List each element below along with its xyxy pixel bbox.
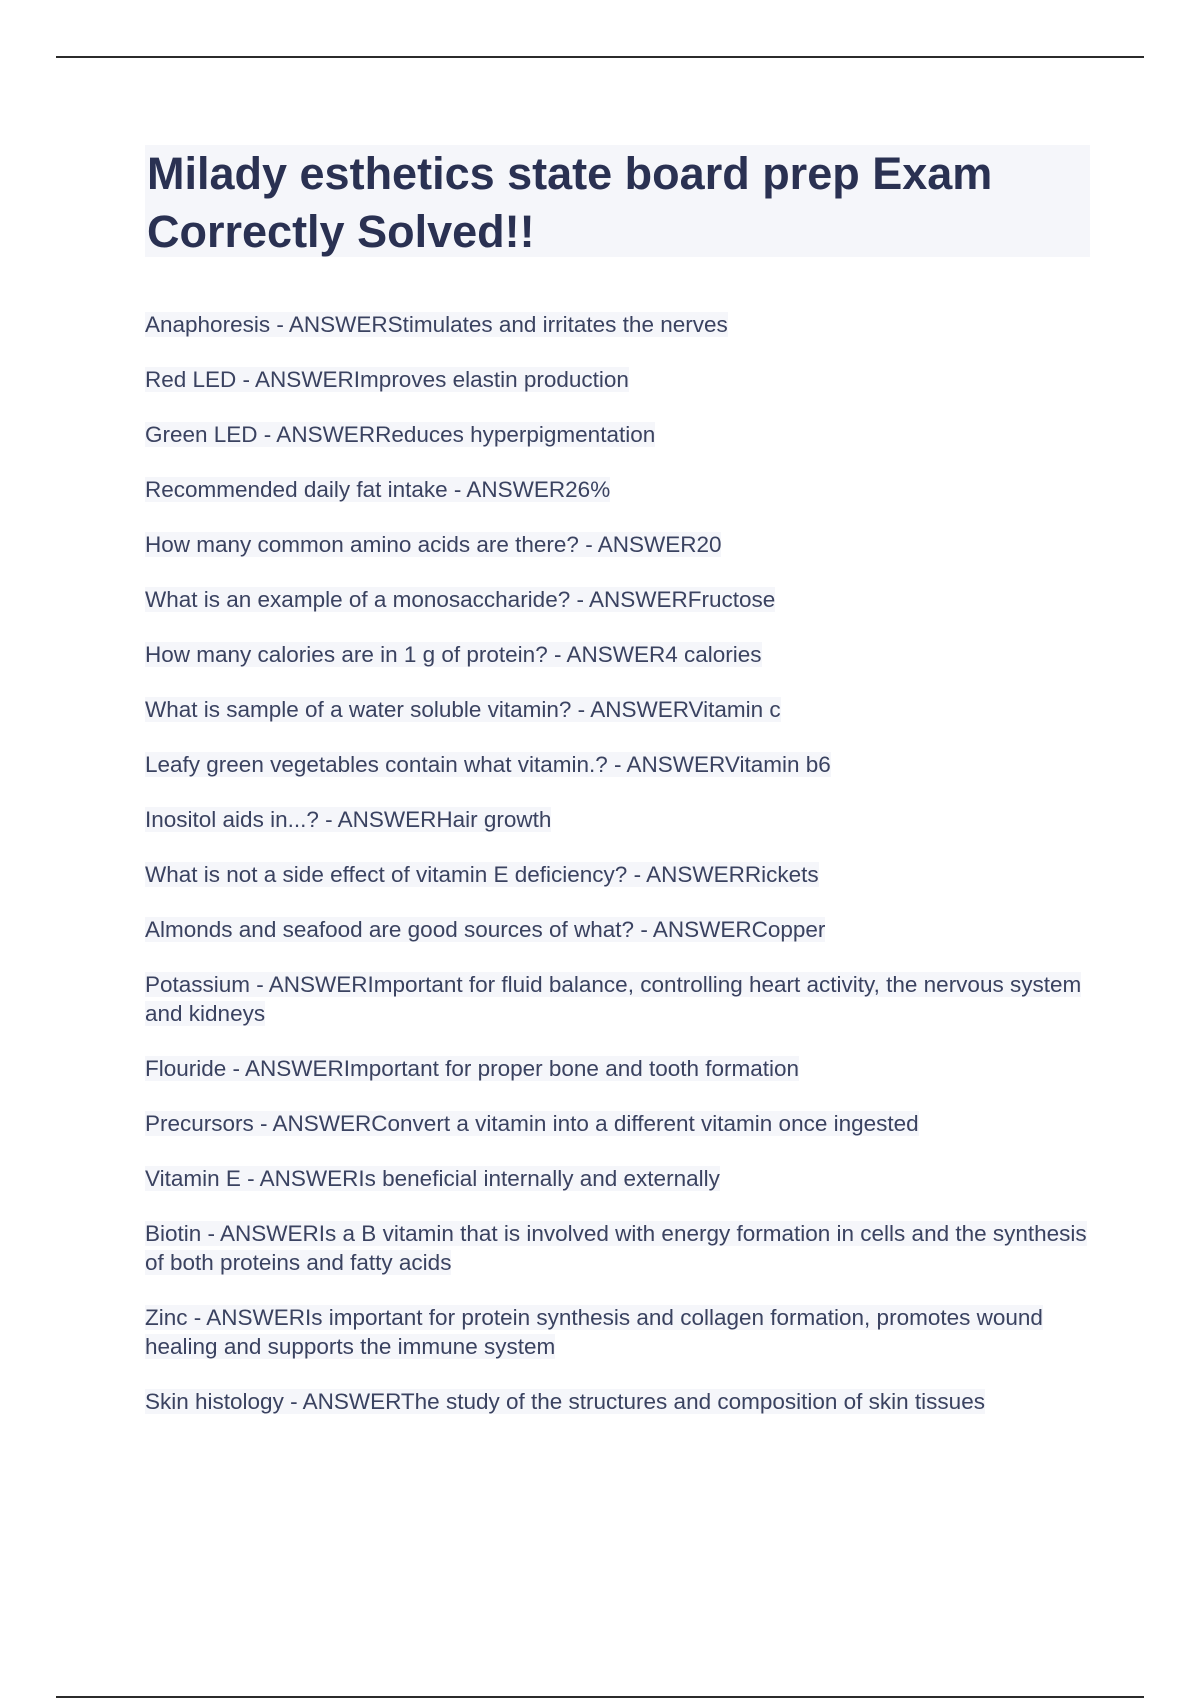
qa-text: Anaphoresis - ANSWERStimulates and irritates the nerves xyxy=(145,312,728,337)
title-block xyxy=(145,145,1090,257)
qa-text: Almonds and seafood are good sources of what? - ANSWERCopper xyxy=(145,917,826,942)
qa-text: Skin histology - ANSWERThe study of the structures and composition of skin tissues xyxy=(145,1389,985,1414)
qa-item xyxy=(145,860,1090,889)
qa-text: What is sample of a water soluble vitamin? - ANSWERVitamin c xyxy=(145,697,781,722)
qa-item xyxy=(145,475,1090,504)
qa-text: What is not a side effect of vitamin E deficiency? - ANSWERRickets xyxy=(145,862,819,887)
qa-item xyxy=(145,1054,1090,1083)
qa-text: Vitamin E - ANSWERIs beneficial internally and externally xyxy=(145,1166,720,1191)
qa-item xyxy=(145,970,1090,1028)
document-title: Milady esthetics state board prep Exam Correctly Solved!! xyxy=(147,148,993,257)
header-rule xyxy=(56,56,1144,58)
qa-text: Recommended daily fat intake - ANSWER26% xyxy=(145,477,611,502)
qa-item xyxy=(145,640,1090,669)
qa-item xyxy=(145,695,1090,724)
qa-list xyxy=(145,310,1090,1442)
qa-text: What is an example of a monosaccharide? - ANSWERFructose xyxy=(145,587,776,612)
qa-text: Biotin - ANSWERIs a B vitamin that is involved with energy formation in cells and the synthesis of both proteins and fatty acids xyxy=(145,1221,1087,1275)
qa-item xyxy=(145,585,1090,614)
qa-text: Potassium - ANSWERImportant for fluid balance, controlling heart activity, the nervous system and kidneys xyxy=(145,972,1082,1026)
qa-item xyxy=(145,805,1090,834)
qa-item xyxy=(145,530,1090,559)
qa-item xyxy=(145,365,1090,394)
qa-item xyxy=(145,420,1090,449)
qa-text: Red LED - ANSWERImproves elastin production xyxy=(145,367,629,392)
qa-item xyxy=(145,1164,1090,1193)
qa-item xyxy=(145,1387,1090,1416)
qa-item xyxy=(145,1303,1090,1361)
qa-item xyxy=(145,915,1090,944)
qa-text: Inositol aids in...? - ANSWERHair growth xyxy=(145,807,552,832)
qa-item xyxy=(145,750,1090,779)
qa-text: How many calories are in 1 g of protein? - ANSWER4 calories xyxy=(145,642,762,667)
qa-text: Green LED - ANSWERReduces hyperpigmentation xyxy=(145,422,656,447)
qa-text: Flouride - ANSWERImportant for proper bone and tooth formation xyxy=(145,1056,800,1081)
footer-rule xyxy=(56,1696,1144,1698)
qa-item xyxy=(145,1219,1090,1277)
qa-text: Precursors - ANSWERConvert a vitamin into a different vitamin once ingested xyxy=(145,1111,919,1136)
qa-item xyxy=(145,1109,1090,1138)
qa-text: Leafy green vegetables contain what vitamin.? - ANSWERVitamin b6 xyxy=(145,752,831,777)
qa-item xyxy=(145,310,1090,339)
qa-text: How many common amino acids are there? - ANSWER20 xyxy=(145,532,722,557)
qa-text: Zinc - ANSWERIs important for protein synthesis and collagen formation, promotes wound healing and supports the immune system xyxy=(145,1305,1043,1359)
